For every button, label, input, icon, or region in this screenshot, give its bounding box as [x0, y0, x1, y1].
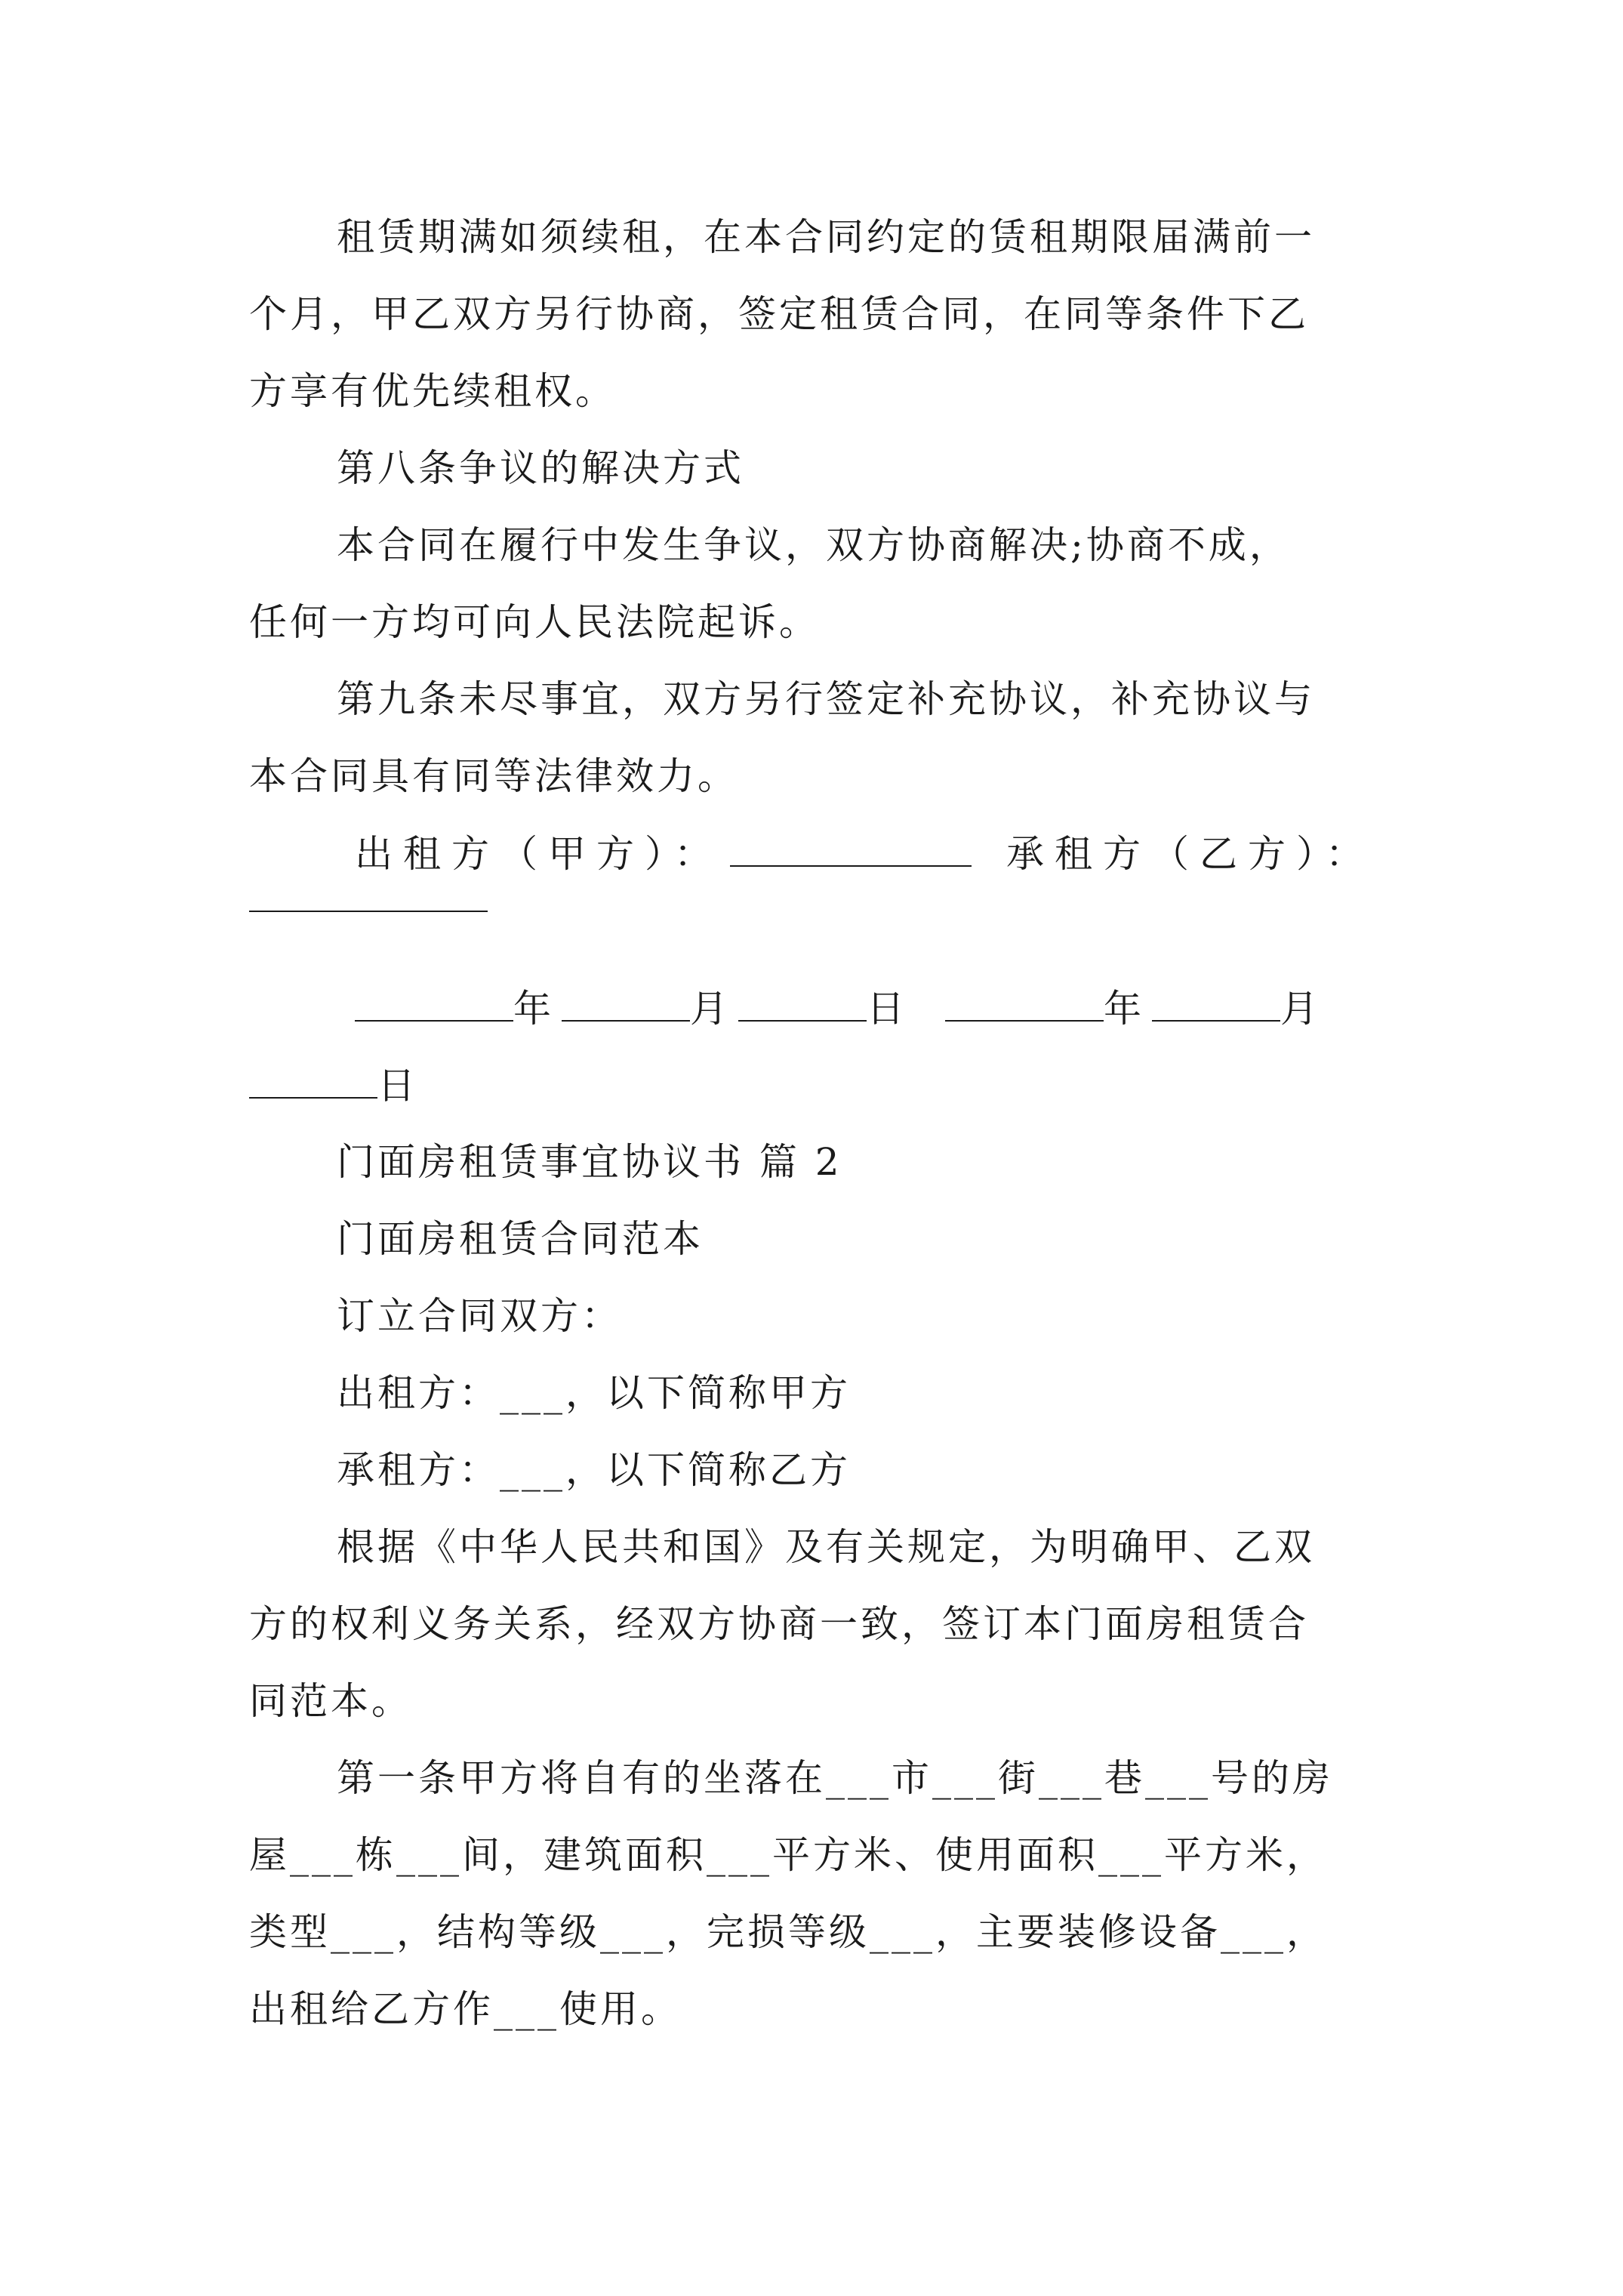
date-blank [738, 985, 867, 1022]
paragraph-line: 类型___，结构等级___，完损等级___，主要装修设备___， [249, 1910, 1327, 1954]
date-blank [1152, 985, 1280, 1022]
lessee-signature-blank [249, 911, 488, 912]
year-label: 年 [1104, 987, 1152, 1031]
section-heading: 门面房租赁事宜协议书 篇 2 [337, 1140, 842, 1184]
paragraph-line: 方的权利义务关系，经双方协商一致，签订本门面房租赁合 [249, 1602, 1309, 1646]
date-line [355, 985, 1329, 1031]
date-line [249, 1062, 418, 1108]
paragraph-line: 同范本。 [249, 1679, 412, 1723]
date-blank [945, 985, 1104, 1022]
paragraph-line: 第一条甲方将自有的坐落在___市___街___巷___号的房 [337, 1756, 1333, 1800]
month-label: 月 [1280, 987, 1329, 1031]
paragraph-line: 本合同在履行中发生争议，双方协商解决;协商不成， [337, 523, 1290, 567]
lessor-signature-blank [730, 831, 972, 867]
year-label: 年 [513, 987, 562, 1031]
lessor-label: 出租方（甲方）： [355, 832, 722, 876]
paragraph-line: 根据《中华人民共和国》及有关规定，为明确甲、乙双 [337, 1525, 1315, 1569]
lessee-line: 承租方：___，以下简称乙方 [337, 1448, 851, 1492]
lessee-label: 承租方（乙方）： [1006, 832, 1374, 876]
paragraph-line: 租赁期满如须续租，在本合同约定的赁租期限届满前一 [337, 215, 1315, 259]
article-heading: 第八条争议的解决方式 [337, 446, 744, 490]
signature-line [355, 831, 1374, 877]
day-label: 日 [377, 1064, 418, 1108]
date-blank [562, 985, 690, 1022]
date-blank [355, 985, 513, 1022]
paragraph-line: 第九条未尽事宜，双方另行签定补充协议，补充协议与 [337, 677, 1315, 721]
paragraph-line: 任何一方均可向人民法院起诉。 [249, 600, 820, 644]
paragraph-line: 本合同具有同等法律效力。 [249, 754, 738, 798]
section-subtitle: 门面房租赁合同范本 [337, 1217, 704, 1261]
month-label: 月 [690, 987, 738, 1031]
lessor-line: 出租方：___，以下简称甲方 [337, 1371, 851, 1415]
paragraph-line: 出租给乙方作___使用。 [249, 1987, 682, 2031]
paragraph-line: 个月，甲乙双方另行协商，签定租赁合同，在同等条件下乙 [249, 292, 1309, 336]
paragraph-line: 订立合同双方： [337, 1294, 622, 1338]
paragraph-line: 屋___栋___间，建筑面积___平方米、使用面积___平方米， [249, 1833, 1327, 1877]
paragraph-line: 方享有优先续租权。 [249, 369, 616, 413]
day-label: 日 [867, 987, 915, 1031]
date-blank [249, 1062, 377, 1099]
